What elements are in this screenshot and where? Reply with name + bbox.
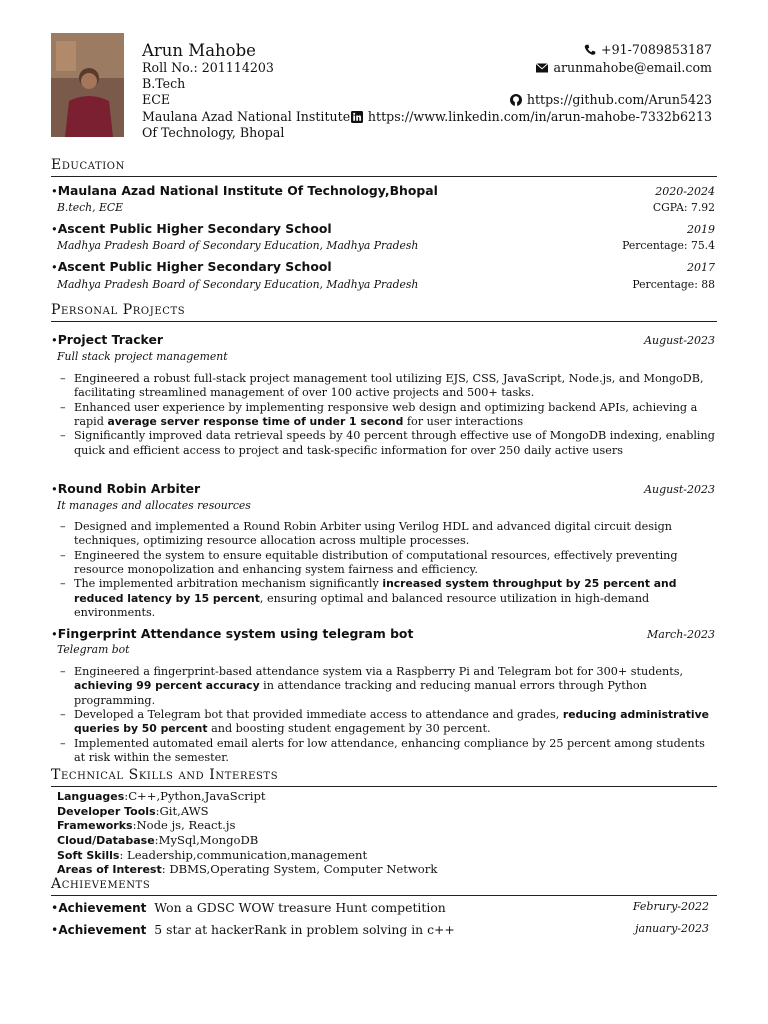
envelope-icon bbox=[536, 62, 548, 74]
linkedin-link[interactable]: https://www.linkedin.com/in/arun-mahobe-7332b6213 bbox=[367, 109, 712, 124]
phone-contact[interactable] bbox=[584, 42, 712, 58]
skill-line: Languages:C++,Python,JavaScript bbox=[57, 789, 266, 803]
education-detail-row bbox=[57, 278, 715, 292]
achievement-date: Februry-2022 bbox=[632, 900, 709, 913]
education-detail-row bbox=[57, 201, 715, 215]
school-name: Maulana Azad National Institute Of Technology,Bhopal bbox=[57, 183, 438, 198]
skill-line: Soft Skills: Leadership,communication,management bbox=[57, 847, 368, 862]
skill-line: Developer Tools:Git,AWS bbox=[57, 803, 209, 818]
education-entry: •Ascent Public Higher Secondary School 2019 bbox=[51, 221, 715, 236]
skills-heading: Technical Skills and Interests bbox=[51, 767, 717, 787]
education-detail: Madhya Pradesh Board of Secondary Education, Madhya Pradesh bbox=[57, 239, 419, 252]
education-date: 2017 bbox=[687, 261, 715, 274]
education-detail-row bbox=[57, 239, 715, 253]
candidate-name: Arun Mahobe bbox=[142, 41, 256, 60]
bullet-point: – The implemented arbitration mechanism significantly increased system throughput by 25 percent and reduced latency by 15 percent, ensuring optimal and balanced resource utilization in high-demand environments. bbox=[60, 577, 715, 620]
education-score: CGPA: 7.92 bbox=[652, 201, 715, 214]
education-score: Percentage: 75.4 bbox=[622, 239, 715, 252]
degree: B.Tech bbox=[142, 76, 186, 91]
education-date: 2019 bbox=[687, 223, 715, 236]
project-subtitle: Full stack project management bbox=[57, 350, 228, 363]
email-address: arunmahobe@email.com bbox=[553, 60, 712, 75]
email-contact[interactable] bbox=[536, 60, 712, 76]
bullet-point: – Designed and implemented a Round Robin Arbiter using Verilog HDL and advanced digital circuit design techniques, optimizing resource allocation across multiple processes. bbox=[60, 520, 715, 549]
project-date: August-2023 bbox=[644, 334, 715, 347]
achievement-item: •Achievement 5 star at hackerRank in problem solving in c++ january-2023 bbox=[51, 922, 709, 937]
project-bullets bbox=[60, 520, 715, 620]
github-contact[interactable] bbox=[510, 92, 712, 108]
bullet-point: – Engineered a fingerprint-based attendance system via a Raspberry Pi and Telegram bot for 300+ students, achieving 99 percent accuracy in attendance tracking and reducing manual errors through Python programming. bbox=[60, 665, 715, 708]
bullet-point: – Engineered a robust full-stack project management tool utilizing EJS, CSS, JavaScript, Node.js, and MongoDB, facilitating streamlined management of over 100 active projects and 500+ tasks. bbox=[60, 372, 715, 401]
bullet-point: – Enhanced user experience by implementing responsive web design and optimizing backend APIs, achieving a rapid average server response time of under 1 second for user interactions bbox=[60, 401, 715, 430]
phone-number: +91-7089853187 bbox=[601, 42, 712, 57]
roll-number: Roll No.: 201114203 bbox=[142, 60, 274, 75]
institute-line-2: Of Technology, Bhopal bbox=[142, 125, 285, 140]
github-link[interactable]: https://github.com/Arun5423 bbox=[526, 92, 712, 107]
project-subtitle: It manages and allocates resources bbox=[57, 499, 251, 512]
project-name: Round Robin Arbiter bbox=[57, 481, 201, 496]
phone-icon bbox=[584, 44, 596, 56]
linkedin-icon bbox=[351, 111, 363, 123]
project-subtitle: Telegram bot bbox=[57, 643, 130, 656]
project-header: •Fingerprint Attendance system using telegram bot March-2023 bbox=[51, 626, 715, 641]
project-header: •Round Robin Arbiter August-2023 bbox=[51, 481, 715, 496]
bullet-point: – Implemented automated email alerts for low attendance, enhancing compliance by 25 percent among students at risk within the semester. bbox=[60, 737, 715, 766]
school-name: Ascent Public Higher Secondary School bbox=[57, 259, 332, 274]
achievement-item: •Achievement Won a GDSC WOW treasure Hunt competition Februry-2022 bbox=[51, 900, 709, 915]
project-name: Fingerprint Attendance system using telegram bot bbox=[57, 626, 414, 641]
project-bullets bbox=[60, 665, 715, 765]
github-icon bbox=[510, 94, 522, 106]
skill-line: Areas of Interest: DBMS,Operating System, Computer Network bbox=[57, 862, 438, 877]
education-heading: Education bbox=[51, 157, 717, 177]
education-date: 2020-2024 bbox=[655, 185, 715, 198]
education-entry: •Ascent Public Higher Secondary School 2017 bbox=[51, 259, 715, 274]
project-header: •Project Tracker August-2023 bbox=[51, 332, 715, 347]
linkedin-contact[interactable] bbox=[351, 109, 712, 125]
skill-line: Cloud/Database:MySql,MongoDB bbox=[57, 832, 259, 847]
project-name: Project Tracker bbox=[57, 332, 163, 347]
bullet-point: – Developed a Telegram bot that provided immediate access to attendance and grades, reducing administrative queries by 50 percent and boosting student engagement by 30 percent. bbox=[60, 708, 715, 737]
project-date: March-2023 bbox=[646, 628, 715, 641]
branch: ECE bbox=[142, 92, 171, 107]
bullet-point: – Engineered the system to ensure equitable distribution of computational resources, effectively preventing resource monopolization and enhancing system fairness and efficiency. bbox=[60, 549, 715, 578]
skills-list bbox=[57, 789, 717, 877]
education-entry: •Maulana Azad National Institute Of Technology,Bhopal 2020-2024 bbox=[51, 183, 715, 198]
project-bullets bbox=[60, 372, 715, 458]
project-date: August-2023 bbox=[644, 483, 715, 496]
bullet-point: – Significantly improved data retrieval speeds by 40 percent through effective use of MongoDB indexing, enabling quick and efficient access to project and task-specific information for over 250 daily active users bbox=[60, 429, 715, 458]
profile-photo bbox=[51, 33, 124, 137]
projects-heading: Personal Projects bbox=[51, 302, 717, 322]
achievement-date: january-2023 bbox=[635, 922, 709, 935]
achievements-heading: Achievements bbox=[51, 876, 717, 896]
education-score: Percentage: 88 bbox=[632, 278, 715, 291]
education-detail: B.tech, ECE bbox=[57, 201, 123, 214]
education-detail: Madhya Pradesh Board of Secondary Education, Madhya Pradesh bbox=[57, 278, 419, 291]
institute-line-1: Maulana Azad National Institute bbox=[142, 109, 351, 124]
skill-line: Frameworks:Node js, React.js bbox=[57, 818, 236, 833]
school-name: Ascent Public Higher Secondary School bbox=[57, 221, 332, 236]
